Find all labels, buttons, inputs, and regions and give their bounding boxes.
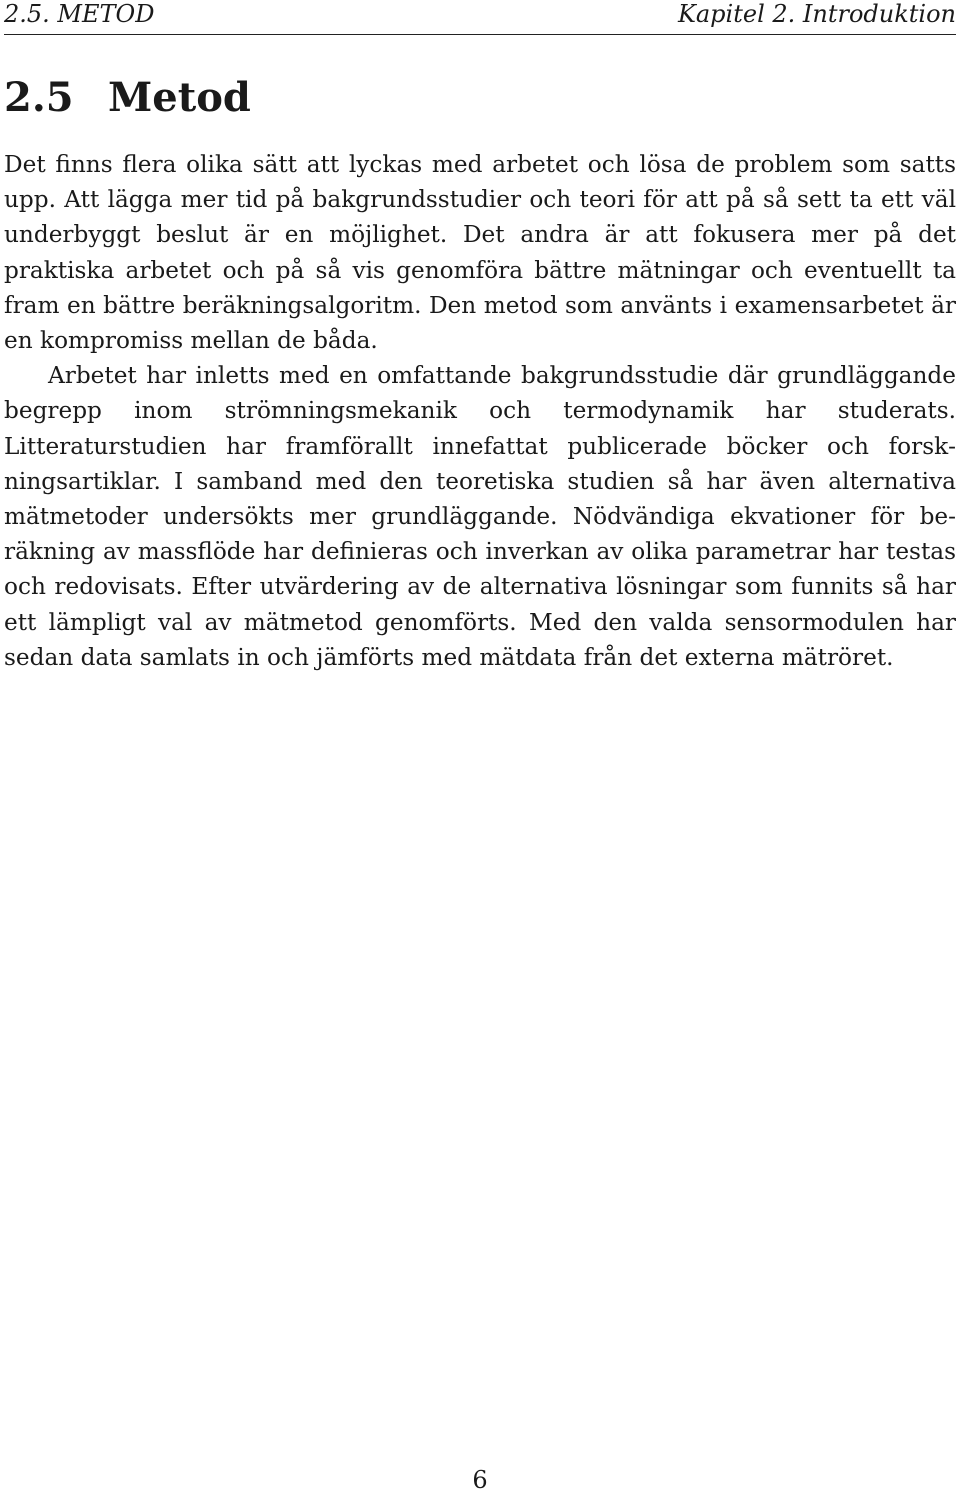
- page-number: 6: [472, 1466, 488, 1494]
- header-chapter-label: Kapitel 2. Introduktion: [677, 0, 956, 28]
- paragraph-2: Arbetet har inletts med en omfattande bakgrundsstudie där grundläggande begrepp inom strömningsmekanik och termodynamik har studerats. Litteraturstudien har framförallt innefattat publicerade böcker och forskningsartiklar. I samband med den teoretiska studien så har även alternativa mätmetoder undersökts mer grundläggande. Nödvändiga ekvationer för beräkning av massflöde har definieras och inverkan av olika parametrar har testas och redovisats. Efter utvärdering av de alternativa lösningar som funnits så har ett lämpligt val av mätmetod genomförts. Med den valda sensormodulen har sedan data samlats in och jämförts med mätdata från det externa mätröret.: [4, 362, 956, 671]
- running-header: [4, 0, 956, 35]
- section-heading: [4, 72, 251, 124]
- paragraph-1: Det finns flera olika sätt att lyckas med arbetet och lösa de problem som satts upp. Att lägga mer tid på bakgrundsstudier och teori för att på så sett ta ett väl underbyggt beslut är en möjlighet. Det andra är att fokusera mer på det praktiska arbetet och på så vis genomföra bättre mätningar och eventuellt ta fram en bättre beräkningsalgoritm. Den metod som använts i examensarbetet är en kompromiss mellan de båda.: [4, 151, 956, 355]
- section-number: 2.5: [4, 74, 74, 121]
- section-title: Metod: [108, 74, 251, 121]
- document-page: [4, 0, 956, 1496]
- body-text: [4, 147, 956, 675]
- header-section-label: 2.5. METOD: [4, 0, 155, 28]
